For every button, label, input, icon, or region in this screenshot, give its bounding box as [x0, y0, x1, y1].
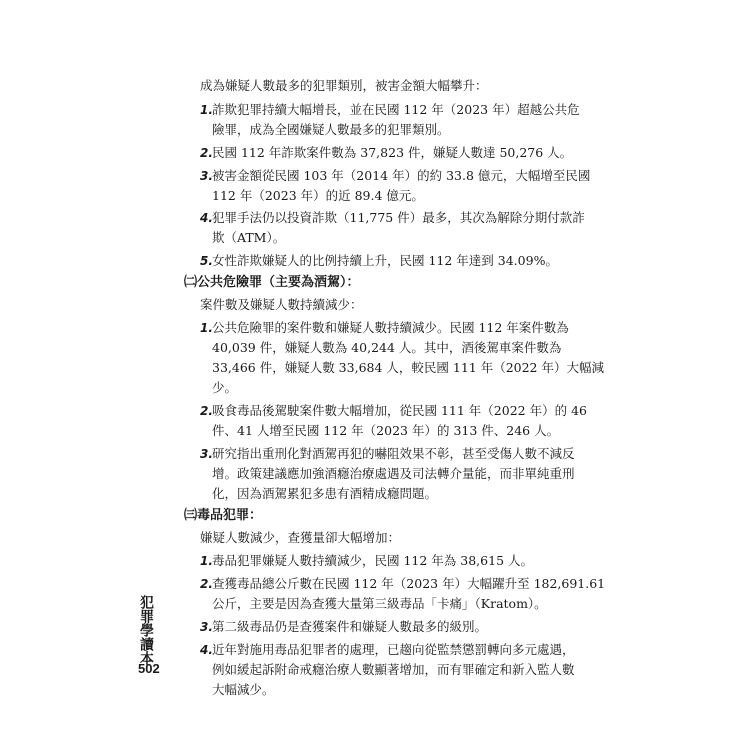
list-item: 1.毒品犯罪嫌疑人數持續減少，民國 112 年為 38,615 人。 — [200, 551, 533, 571]
list-item-continuation: 112 年（2023 年）的近 89.4 億元。 — [212, 188, 424, 203]
item-number: 2. — [200, 577, 213, 591]
section-heading: ㈢毒品犯罪： — [184, 508, 263, 523]
list-item-continuation: 33,466 件，嫌疑人數 33,684 人，較民國 111 年（2022 年）大幅減 — [212, 360, 604, 375]
list-item: 2.民國 112 年詐欺案件數為 37,823 件，嫌疑人數達 50,276 人。 — [200, 143, 572, 163]
list-item-continuation: 欺（ATM）。 — [212, 230, 286, 245]
item-number: 4. — [200, 643, 213, 657]
section-intro: 案件數及嫌疑人數持續減少： — [200, 297, 363, 312]
list-item-continuation: 40,039 件，嫌疑人數為 40,244 人。其中，酒後駕車案件數為 — [212, 340, 562, 355]
list-item-continuation: 少。 — [212, 380, 238, 395]
page-number: 502 — [138, 661, 160, 676]
item-number: 2. — [200, 404, 213, 418]
list-item-continuation: 增。政策建議應加強酒癮治療處遇及司法轉介量能，而非單純重刑 — [212, 466, 575, 481]
list-item: 2.吸食毒品後駕駛案件數大幅增加，從民國 111 年（2022 年）的 46 — [200, 401, 587, 421]
list-item-continuation: 件、41 人增至民國 112 年（2023 年）的 313 件、246 人。 — [212, 423, 560, 438]
list-item-continuation: 險罪，成為全國嫌疑人數最多的犯罪類別。 — [212, 122, 450, 137]
section-heading: ㈡公共危險罪（主要為酒駕）： — [184, 275, 360, 290]
item-number: 3. — [200, 447, 213, 461]
item-number: 2. — [200, 146, 213, 160]
list-item-continuation: 化，因為酒駕累犯多患有酒精成癮問題。 — [212, 486, 438, 501]
list-item: 4.犯罪手法仍以投資詐欺（11,775 件）最多，其次為解除分期付款詐 — [200, 208, 585, 228]
item-number: 4. — [200, 211, 213, 225]
item-number: 5. — [200, 254, 213, 268]
item-number: 1. — [200, 321, 213, 335]
list-item-continuation: 公斤，主要是因為查獲大量第三級毒品「卡痛」（Kratom）。 — [212, 596, 547, 611]
intro-line: 成為嫌疑人數最多的犯罪類別，被害金額大幅攀升： — [200, 78, 488, 93]
list-item: 4.近年對施用毒品犯罪者的處理，已趨向從監禁懲罰轉向多元處遇， — [200, 640, 575, 660]
list-item: 2.查獲毒品總公斤數在民國 112 年（2023 年）大幅躍升至 182,691.61 — [200, 574, 605, 594]
item-number: 1. — [200, 103, 213, 117]
list-item: 5.女性詐欺嫌疑人的比例持續上升，民國 112 年達到 34.09%。 — [200, 251, 558, 271]
book-title: 犯罪學讀本 — [138, 595, 154, 665]
list-item: 3.被害金額從民國 103 年（2014 年）的約 33.8 億元，大幅增至民國 — [200, 166, 590, 186]
item-number: 3. — [200, 620, 213, 634]
section-intro: 嫌疑人數減少，查獲量卻大幅增加： — [200, 530, 401, 545]
list-item: 3.研究指出重刑化對酒駕再犯的嚇阻效果不彰，甚至受傷人數不減反 — [200, 444, 575, 464]
list-item: 1.公共危險罪的案件數和嫌疑人數持續減少。民國 112 年案件數為 — [200, 318, 569, 338]
list-item: 1.詐欺犯罪持續大幅增長，並在民國 112 年（2023 年）超越公共危 — [200, 100, 580, 120]
item-number: 1. — [200, 554, 213, 568]
list-item: 3.第二級毒品仍是查獲案件和嫌疑人數最多的級別。 — [200, 617, 487, 637]
list-item-continuation: 例如緩起訴附命戒癮治療人數顯著增加，而有罪確定和新入監人數 — [212, 662, 575, 677]
list-item-continuation: 大幅減少。 — [212, 682, 275, 697]
item-number: 3. — [200, 169, 213, 183]
